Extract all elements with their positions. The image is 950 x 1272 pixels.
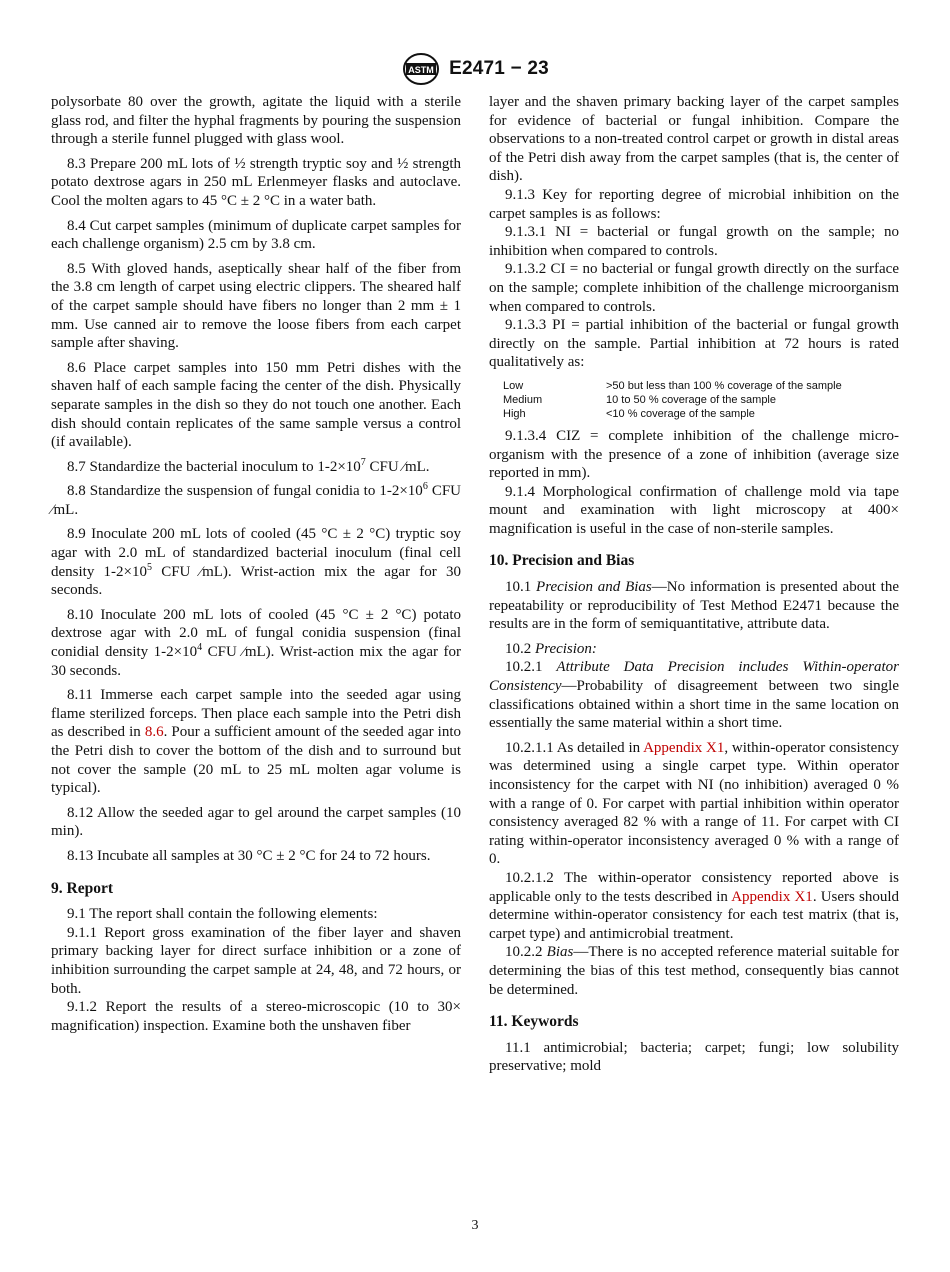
paragraph-8-9: 8.9 Inoculate 200 mL lots of cooled (45 °C ± 2 °C) tryptic soy agar with 2.0 mL of standardized bacterial inoculum (final cell density $1-2\times 10^5$ CFU ⁄mL). Wrist-action mix the agar for 30 seconds.: [51, 526, 461, 599]
paragraph-10-1: 10.1 Precision and Bias—No information is presented about the repeatability or reproducibility of Test Method E2471 because the results are in the form of semiquantitative, attribute data.: [489, 579, 900, 633]
paragraph-8-13: 8.13 Incubate all samples at 30 °C ± 2 °C for 24 to 72 hours.: [67, 847, 431, 864]
appendix-x1-link[interactable]: Appendix X1: [731, 888, 813, 905]
paragraph-9-1-3-3: 9.1.3.3 PI = partial inhibition of the bacterial or fungal growth directly on the sample. Partial inhibition at 72 hours is rated qualitatively as:: [489, 317, 899, 371]
paragraph-9-1-3-4: 9.1.3.4 CIZ = complete inhibition of the challenge micro-organism with the presence of a zone of inhibition (average size reported in mm).: [489, 427, 899, 482]
paragraph-10-2-1-1: 10.2.1.1 As detailed in Appendix X1, within-operator consistency was determined using a single carpet type. Within operator inconsistency for the carpet with NI (no inhibition) averaged 0 % with a range of 0. For carpet with partial inhibition within operator consistency averaged 82 % with a range of 11. For carpet with CI rating within-operator inconsistency averaged 0 % with a range of 0.: [489, 739, 899, 868]
paragraph-8-2-continued: polysorbate 80 over the growth, agitate the liquid with a sterile glass rod, and filter the hyphal fragments by pouring the suspension through a sterile funnel plugged with glass wool.: [51, 94, 461, 148]
paragraph-10-2: 10.2 Precision:: [505, 640, 597, 657]
rating-level: Low: [503, 379, 524, 392]
paragraph-9-1: 9.1 The report shall contain the following elements:: [67, 906, 378, 923]
paragraph-9-1-4: 9.1.4 Morphological confirmation of challenge mold via tape mount and examination with light microscopy at 400× magnification is useful in the case of non-sterile samples.: [489, 483, 899, 537]
paragraph-8-6: 8.6 Place carpet samples into 150 mm Petri dishes with the shaven half of each sample facing the center of the dish. Physically separate samples in the dish so they do not touch one another. Each dish should contain replicates of the same sample versus a control (if available).: [51, 359, 461, 451]
paragraph-8-4: 8.4 Cut carpet samples (minimum of duplicate carpet samples for each challenge organism) 2.5 cm by 3.8 cm.: [51, 217, 461, 253]
paragraph-9-1-3-1: 9.1.3.1 NI = bacterial or fungal growth on the sample; no inhibition when compared to controls.: [489, 224, 899, 259]
section-8-6-link[interactable]: 8.6: [144, 724, 164, 741]
paragraph-8-7: 8.7 Standardize the bacterial inoculum to $1-2\times 10^7$ CFU ⁄mL.: [67, 456, 430, 475]
rating-description: <10 % coverage of the sample: [606, 407, 755, 420]
table-row: [503, 407, 913, 421]
rating-level: High: [503, 407, 526, 420]
paragraph-9-1-3-2: 9.1.3.2 CI = no bacterial or fungal growth directly on the surface on the sample; complete inhibition of the challenge microorganism when compared to controls.: [489, 261, 899, 315]
rating-description: 10 to 50 % coverage of the sample: [606, 393, 776, 406]
left-column: [51, 93, 461, 1035]
paragraph-8-3: 8.3 Prepare 200 mL lots of ½ strength tryptic soy and ½ strength potato dextrose agars in 250 mL Erlenmeyer flasks and autoclave. Cool the molten agars to 45 °C ± 2 °C in a water bath.: [51, 155, 461, 209]
paragraph-8-11: 8.11 Immerse each carpet sample into the seeded agar using flame sterilized forceps. Then place each sample into the Petri dish as described in 8.6. Pour a sufficient amount of the seeded agar into the Petri dish to cover the bottom of the dish and to surround but not cover the sample (20 mL to 25 mL molten agar volume is typical).: [51, 687, 462, 797]
paragraph-9-1-2-continued: layer and the shaven primary backing layer of the carpet samples for evidence of bacterial or fungal inhibition. Compare the observations to a non-treated control carpet or growth in distal areas of the Petri dish away from the carpet samples (that is, the center of dish).: [489, 94, 899, 185]
paragraph-9-1-3: 9.1.3 Key for reporting degree of microbial inhibition on the carpet samples is as follows:: [489, 186, 899, 222]
table-row: [503, 379, 913, 393]
section-heading-keywords: 11. Keywords: [489, 1013, 579, 1031]
appendix-x1-link[interactable]: Appendix X1: [643, 739, 725, 756]
rating-level: Medium: [503, 393, 543, 406]
paragraph-10-2-2: 10.2.2 Bias—There is no accepted reference material suitable for determining the bias of this test method, consequently bias cannot be determined.: [489, 944, 899, 998]
paragraph-11-1: 11.1 antimicrobial; bacteria; carpet; fungi; low solubility preservative; mold: [489, 1039, 899, 1075]
paragraph-10-2-1: 10.2.1 Attribute Data Precision includes Within-operator Consistency—Probability of disagreement between two single classifications obtained within a short time in the same location on essentially the same material within a short time.: [489, 659, 899, 732]
section-heading-report: 9. Report: [51, 879, 113, 897]
paragraph-8-10: 8.10 Inoculate 200 mL lots of cooled (45 °C ± 2 °C) potato dextrose agar with 2.0 mL of fungal conidia suspension (final conidial density $1-2\times 10^4$ CFU ⁄mL). Wrist-action mix the agar for 30 seconds.: [51, 606, 461, 679]
right-column: [489, 93, 899, 1082]
page-number: 3: [471, 1218, 479, 1233]
page-header: [0, 52, 950, 86]
paragraph-8-8: 8.8 Standardize the suspension of fungal conidia to $1-2\times 10^6$ CFU ⁄mL.: [51, 481, 461, 518]
paragraph-8-5: 8.5 With gloved hands, aseptically shear half of the fiber from the 3.8 cm length of carpet using electric clippers. The sheared half of the carpet sample should have fibers no longer than 2 mm ± 1 mm. Use canned air to remove the loose fibers from each carpet sample after shaving.: [51, 260, 461, 352]
svg-text:ASTM: ASTM: [408, 65, 434, 75]
section-heading-precision-bias: 10. Precision and Bias: [489, 552, 635, 570]
standard-designation: E2471 − 23: [449, 58, 549, 79]
paragraph-9-1-1: 9.1.1 Report gross examination of the fiber layer and shaven primary backing layer for direct surface inhibition or a zone of inhibition surrounding the carpet sample at 24, 48, and 72 hours, or both.: [51, 924, 461, 997]
rating-description: >50 but less than 100 % coverage of the sample: [606, 379, 842, 392]
paragraph-9-1-2: 9.1.2 Report the results of a stereo-microscopic (10 to 30× magnification) inspection. Examine both the unshaven fiber: [51, 999, 461, 1034]
astm-logo-icon: [401, 52, 441, 86]
table-row: [503, 393, 913, 407]
paragraph-8-12: 8.12 Allow the seeded agar to gel around the carpet samples (10 min).: [51, 804, 461, 840]
inhibition-rating-table: [503, 379, 913, 421]
paragraph-10-2-1-2: 10.2.1.2 The within-operator consistency reported above is applicable only to the tests described in Appendix X1. Users should determine within-operator consistency for each test matrix (that is, carpet type) and antimicrobial treatment.: [489, 869, 899, 942]
